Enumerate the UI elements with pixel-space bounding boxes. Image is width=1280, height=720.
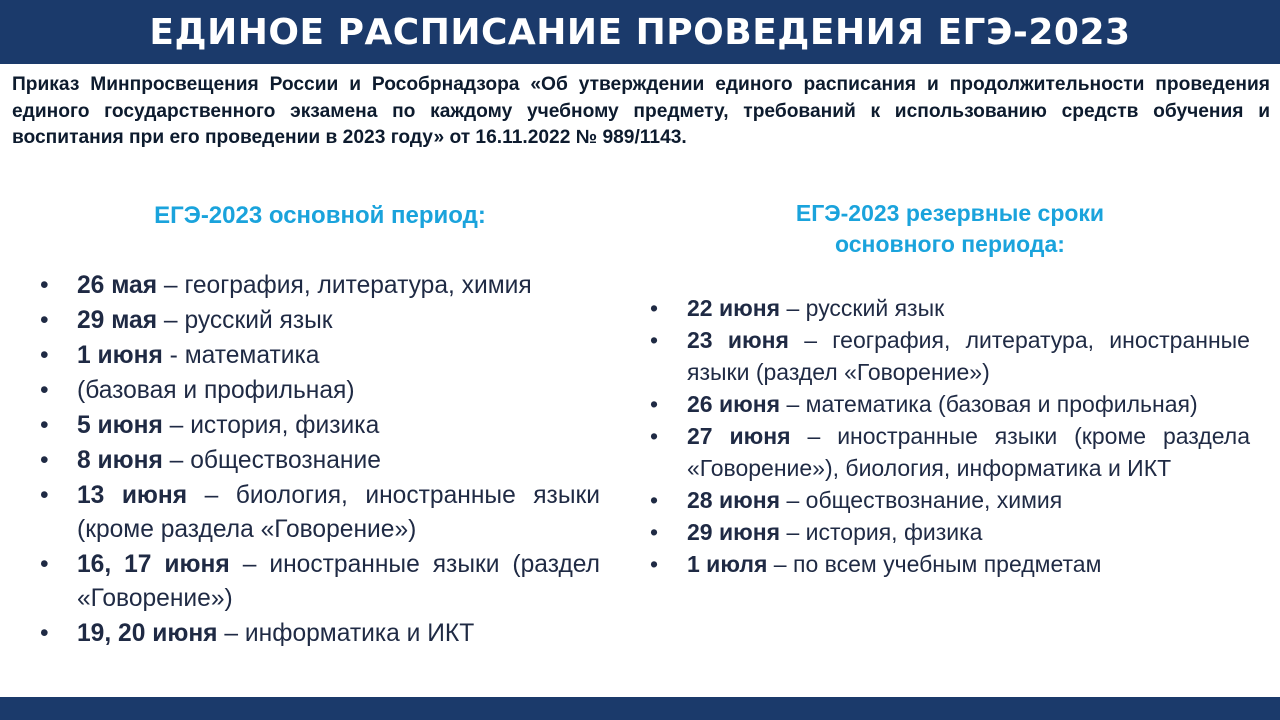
- main-period-column: [40, 200, 600, 652]
- exam-subjects: математика: [184, 342, 320, 369]
- bullet-icon: •: [40, 447, 49, 474]
- exam-date: 27 июня: [687, 423, 791, 449]
- title-bar: [0, 0, 1280, 64]
- exam-date: 22 июня: [687, 295, 781, 321]
- reserve-period-item: [650, 516, 1250, 548]
- exam-date: 16, 17 июня: [77, 551, 230, 578]
- separator: –: [162, 412, 191, 439]
- exam-date: 28 июня: [687, 487, 781, 513]
- exam-subjects: история, физика: [805, 519, 983, 545]
- main-period-item: [40, 479, 600, 547]
- bullet-icon: •: [40, 551, 49, 578]
- reserve-period-item: [650, 420, 1250, 484]
- separator: –: [780, 519, 806, 545]
- main-period-heading: ЕГЭ-2023 основной период:: [154, 202, 486, 229]
- main-period-item: [40, 269, 600, 303]
- exam-subjects: биология, иностранные языки (кроме раздела «Говорение»): [77, 482, 600, 543]
- exam-date: 8 июня: [77, 447, 163, 474]
- exam-subjects: русский язык: [805, 295, 945, 321]
- exam-date: 26 мая: [77, 272, 158, 299]
- main-period-item: [40, 548, 600, 616]
- separator: –: [217, 620, 245, 647]
- reserve-period-item: [650, 324, 1250, 388]
- separator: –: [780, 391, 806, 417]
- reserve-period-item: [650, 292, 1250, 324]
- main-period-item: [40, 409, 600, 443]
- separator: –: [229, 551, 270, 578]
- bullet-icon: •: [40, 482, 49, 509]
- exam-date: 1 июля: [687, 551, 768, 577]
- reserve-period-item: [650, 388, 1250, 420]
- exam-date: 23 июня: [687, 327, 789, 353]
- separator: –: [788, 327, 833, 353]
- exam-subjects: обществознание, химия: [805, 487, 1063, 513]
- bullet-icon: •: [40, 377, 49, 404]
- exam-subjects: русский язык: [184, 307, 333, 334]
- separator: –: [767, 551, 793, 577]
- bottom-bar: [0, 697, 1280, 720]
- exam-subjects: обществознание: [190, 447, 381, 474]
- separator: –: [157, 307, 185, 334]
- exam-subjects: география, литература, химия: [184, 272, 532, 299]
- exam-date: 13 июня: [77, 482, 188, 509]
- main-period-list: [40, 269, 600, 651]
- bullet-icon: •: [650, 327, 659, 353]
- exam-date: 1 июня: [77, 342, 163, 369]
- bullet-icon: •: [650, 295, 659, 321]
- exam-date: 29 июня: [687, 519, 781, 545]
- exam-subjects: информатика и ИКТ: [244, 620, 475, 647]
- exam-subjects: по всем учебным предметам: [793, 551, 1102, 577]
- exam-date: 29 мая: [77, 307, 158, 334]
- exam-subjects: (базовая и профильная): [77, 377, 355, 404]
- main-period-item: [40, 617, 600, 651]
- separator: –: [780, 487, 806, 513]
- bullet-icon: •: [650, 391, 659, 417]
- separator: -: [162, 342, 185, 369]
- main-period-item: [40, 339, 600, 373]
- bullet-icon: •: [650, 423, 659, 449]
- reserve-heading-line-1: ЕГЭ-2023 резервные сроки: [795, 200, 1105, 226]
- exam-date: 5 июня: [77, 412, 163, 439]
- separator: –: [790, 423, 838, 449]
- separator: –: [187, 482, 236, 509]
- reserve-period-heading: [650, 198, 1250, 260]
- bullet-icon: •: [40, 342, 49, 369]
- separator: –: [780, 295, 806, 321]
- reserve-period-item: [650, 548, 1250, 580]
- exam-subjects: математика (базовая и профильная): [805, 391, 1198, 417]
- order-paragraph: Приказ Минпросвещения России и Рособрнадзора «Об утверждении единого расписания и продолжительности проведения единого государственного экзамена по каждому учебному предмету, требований к использованию средств обучения и воспитания при его проведении в 2023 году» от 16.11.2022 № 989/1143.: [12, 74, 1270, 148]
- page-title: ЕДИНОЕ РАСПИСАНИЕ ПРОВЕДЕНИЯ ЕГЭ-2023: [149, 11, 1131, 53]
- bullet-icon: •: [40, 412, 49, 439]
- main-period-item: [40, 444, 600, 478]
- bullet-icon: •: [650, 551, 659, 577]
- exam-subjects: география, литература, иностранные языки (раздел «Говорение»): [687, 327, 1250, 385]
- bullet-icon: •: [650, 519, 659, 545]
- exam-subjects: иностранные языки (раздел «Говорение»): [77, 551, 601, 612]
- reserve-period-item: [650, 484, 1250, 516]
- exam-date: 26 июня: [687, 391, 781, 417]
- reserve-period-column: [650, 198, 1250, 580]
- bullet-icon: •: [40, 620, 49, 647]
- bullet-icon: •: [40, 272, 49, 299]
- exam-date: 19, 20 июня: [77, 620, 218, 647]
- bullet-icon: •: [40, 307, 49, 334]
- reserve-heading-line-2: основного периода:: [835, 231, 1065, 257]
- reserve-period-list: [650, 292, 1250, 580]
- exam-subjects: иностранные языки (кроме раздела «Говорение»), биология, информатика и ИКТ: [687, 423, 1250, 481]
- main-period-item: [40, 304, 600, 338]
- main-period-item: [40, 374, 600, 408]
- separator: –: [162, 447, 191, 474]
- exam-subjects: история, физика: [190, 412, 380, 439]
- bullet-icon: •: [650, 487, 659, 513]
- separator: –: [157, 272, 185, 299]
